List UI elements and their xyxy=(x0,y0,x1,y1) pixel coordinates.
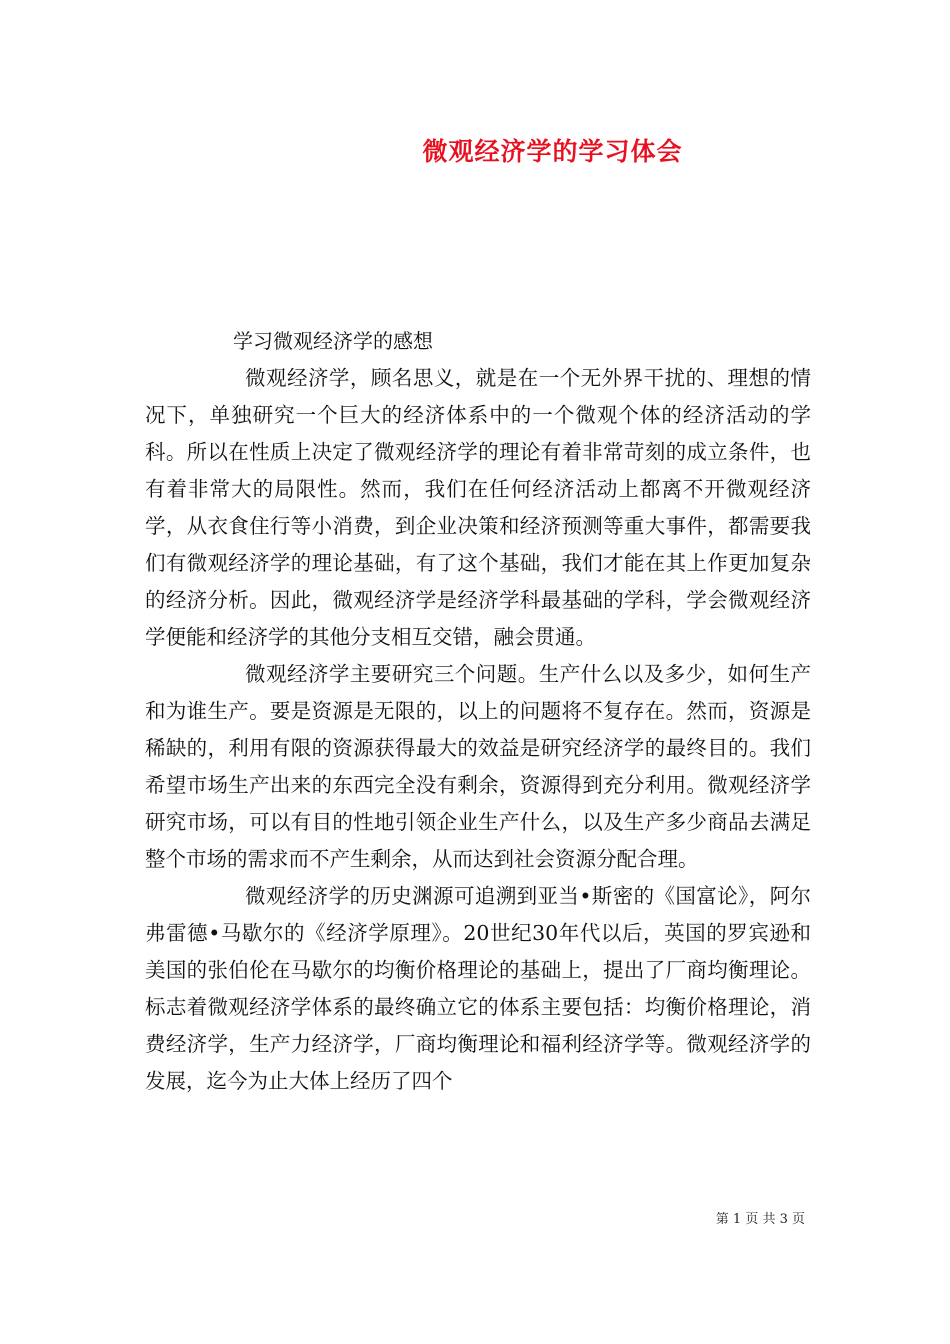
document-subtitle: 学习微观经济学的感想 xyxy=(233,329,433,353)
paragraph: 微观经济学的历史渊源可追溯到亚当•斯密的《国富论》，阿尔弗雷德•马歇尔的《经济学原理》。20世纪30年代以后，英国的罗宾逊和美国的张伯伦在马歇尔的均衡价格理论的基础上，提出了厂商均衡理论。标志着微观经济学体系的最终确立它的体系主要包括：均衡价格理论，消费经济学，生产力经济学，厂商均衡理论和福利经济学等。微观经济学的发展，迄今为止大体上经历了四个 xyxy=(145,884,811,1093)
page-number-footer: 第 1 页 共 3 页 xyxy=(715,1212,805,1227)
paragraph: 微观经济学，顾名思义，就是在一个无外界干扰的、理想的情况下，单独研究一个巨大的经济体系中的一个微观个体的经济活动的学科。所以在性质上决定了微观经济学的理论有着非常苛刻的成立条件，也有着非常大的局限性。然而，我们在任何经济活动上都离不开微观经济学，从衣食住行等小消费，到企业决策和经济预测等重大事件，都需要我们有微观经济学的理论基础，有了这个基础，我们才能在其上作更加复杂的经济分析。因此，微观经济学是经济学科最基础的学科，学会微观经济学便能和经济学的其他分支相互交错，融会贯通。 xyxy=(145,366,811,649)
document-title: 微观经济学的学习体会 xyxy=(422,137,683,166)
paragraph: 微观经济学主要研究三个问题。生产什么以及多少，如何生产和为谁生产。要是资源是无限的，以上的问题将不复存在。然而，资源是稀缺的，利用有限的资源获得最大的效益是研究经济学的最终目的。我们希望市场生产出来的东西完全没有剩余，资源得到充分利用。微观经济学研究市场，可以有目的性地引领企业生产什么，以及生产多少商品去满足整个市场的需求而不产生剩余，从而达到社会资源分配合理。 xyxy=(145,662,811,871)
document-body xyxy=(145,360,811,1100)
